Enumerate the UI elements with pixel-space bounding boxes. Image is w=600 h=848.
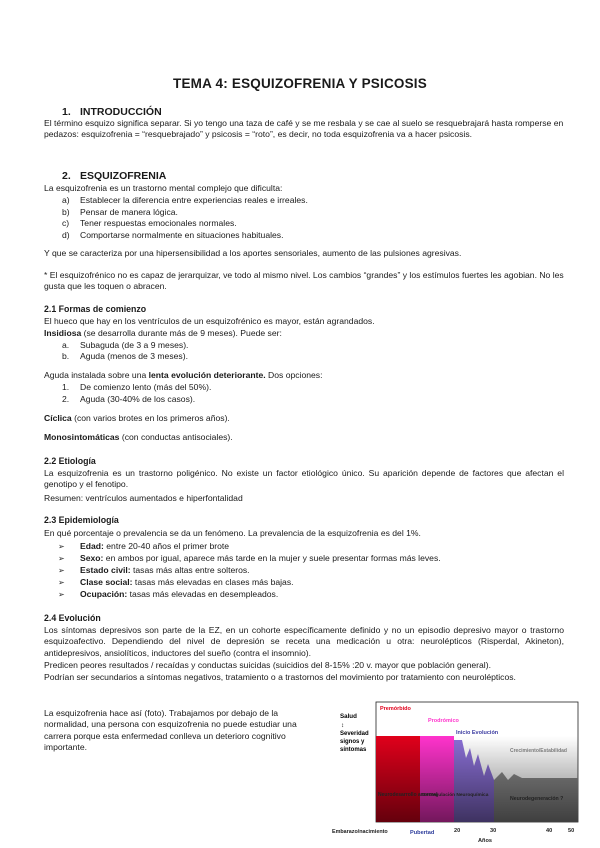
- arrow-bullet-icon: ➢: [58, 590, 65, 599]
- list-item: 2. Aguda (30-40% de los casos).: [62, 393, 196, 404]
- list-item: ➢ Ocupación: tasas más elevadas en desempleados.: [58, 589, 279, 599]
- insidiosa-line: Insidiosa (se desarrolla durante más de 9 meses). Puede ser:: [44, 328, 282, 338]
- evolution-chart: [332, 700, 586, 848]
- evolucion-paragraph-2: Predicen peores resultados / recaídas y conductas suicidas (suicidios del 8-15% :20 v. mayor que población general).: [44, 660, 491, 670]
- arrow-bullet-icon: ➢: [58, 566, 65, 575]
- chart-label-signos: signos y: [340, 739, 365, 745]
- jerarquizar-paragraph: * El esquizofrénico no es capaz de jerarquizar, ve todo al mismo nivel. Los cambios “grandes” y los estímulos fuertes les agobian. No les gusta que les toquen o abracen.: [44, 270, 564, 292]
- subsection-heading-etiologia: 2.2 Etiología: [44, 456, 96, 466]
- ventriculos-line: El hueco que hay en los ventrículos de un esquizofrénico es mayor, están agrandados.: [44, 316, 375, 326]
- phase-inner-label: Desregulación Neuroquímica: [422, 793, 489, 798]
- list-item: 1. De comienzo lento (más del 50%).: [62, 382, 212, 392]
- chart-label-severidad: Severidad: [340, 731, 369, 737]
- phase-label: Premórbido: [380, 706, 411, 712]
- chart-label-salud: Salud: [340, 713, 357, 720]
- x-tick-label: 50: [568, 828, 575, 834]
- list-item: b) Pensar de manera lógica.: [62, 206, 178, 217]
- epidemiologia-intro: En qué porcentaje o prevalencia se da un fenómeno. La prevalencia de la esquizofrenia es del 1%.: [44, 528, 421, 538]
- section-number: 1.: [62, 106, 71, 118]
- chart-label-sintomas: síntomas: [340, 747, 367, 753]
- x-tick-label: Pubertad: [410, 830, 435, 836]
- phase-label: Prodrómico: [428, 718, 459, 724]
- subsection-heading-epidemiologia: 2.3 Epidemiología: [44, 515, 119, 525]
- resumen-line: Resumen: ventrículos aumentados e hiperfontalidad: [44, 493, 243, 503]
- section-title: INTRODUCCIÓN: [80, 106, 162, 118]
- section-heading-introduccion: [62, 106, 162, 118]
- subsection-heading-formas: 2.1 Formas de comienzo: [44, 304, 147, 314]
- intro-paragraph: El término esquizo significa separar. Si yo tengo una taza de café y se me resbala y se cae al suelo se resquebrajará hasta romperse en pedazos: esquizofrenia = “resquebrajado” y psicosis = “roto”, es decir, no toda esquizofrenia va a hacer psicosis.: [44, 118, 564, 140]
- list-item: c) Tener respuestas emocionales normales.: [62, 218, 237, 228]
- x-axis-label: Años: [478, 838, 492, 844]
- list-item: ➢ Clase social: tasas más elevadas en clases más bajas.: [58, 577, 294, 587]
- aguda-line: Aguda instalada sobre una lenta evolución deteriorante. Dos opciones:: [44, 370, 323, 380]
- phase-inner-label: Neurodegeneración ?: [510, 796, 564, 802]
- x-tick-label: 30: [490, 828, 497, 834]
- x-tick-label: 20: [454, 828, 461, 834]
- list-item: ➢ Sexo: en ambos por igual, aparece más tarde en la mujer y suele presentar formas más leves.: [58, 553, 441, 563]
- arrow-bullet-icon: ➢: [58, 578, 65, 587]
- list-item: ➢ Estado civil: tasas más altas entre solteros.: [58, 565, 250, 575]
- evolucion-paragraph-3: Podrían ser secundarios a síntomas negativos, tratamiento o a trastornos del movimiento por tratamiento con neurolépticos.: [44, 672, 516, 682]
- arrow-bullet-icon: ➢: [58, 554, 65, 563]
- phase-label: Inicio Evolución: [456, 730, 499, 736]
- list-item: ➢ Edad: entre 20-40 años el primer brote: [58, 541, 230, 551]
- arrow-bullet-icon: ➢: [58, 542, 65, 551]
- svg-text:↕: ↕: [341, 723, 344, 729]
- x-tick-label: 40: [546, 828, 553, 834]
- chart-shading: [376, 736, 578, 822]
- phase-inner-label: Neurodesarrollo anormal: [378, 792, 438, 798]
- evolucion-paragraph-1: Los síntomas depresivos son parte de la EZ, en un cohorte específicamente definido y no un episodio depresivo mayor o trastorno esquizoafectivo. Dependiendo del nivel de depresión se receta una medicación u otra: neurolépticos (Risperdal, Akineton), antidepresivos, ansiolíticos, inductores del sueño (contra el insomnio).: [44, 625, 564, 658]
- monosintomaticas-line: Monosintomáticas (con conductas antisociales).: [44, 432, 233, 442]
- list-item: a) Establecer la diferencia entre experiencias reales e irreales.: [62, 195, 308, 205]
- etiologia-paragraph: La esquizofrenia es un trastorno poligénico. No existe un factor etiológico único. Su aparición depende de factores que afectan el genotipo y el fenotipo.: [44, 468, 564, 490]
- list-item: b. Aguda (menos de 3 meses).: [62, 351, 188, 361]
- caracteriza-paragraph: Y que se caracteriza por una hipersensibilidad a los aportes sensoriales, aumento de las pulsiones agresivas.: [44, 248, 462, 258]
- section-heading-esquizofrenia: [62, 170, 166, 182]
- x-tick-label: Embarazo/nacimiento: [332, 829, 388, 835]
- subsection-heading-evolucion: 2.4 Evolución: [44, 613, 101, 623]
- list-item: a. Subaguda (de 3 a 9 meses).: [62, 339, 189, 350]
- page-title: TEMA 4: ESQUIZOFRENIA Y PSICOSIS: [173, 76, 427, 91]
- ciclica-line: Cíclica (con varios brotes en los primeros años).: [44, 413, 230, 423]
- evolucion-paragraph-4: La esquizofrenia hace así (foto). Trabajamos por debajo de la normalidad, una persona con esquizofrenia no puede estudiar una carrera porque esta enfermedad conlleva un deterioro cognitivo importante.: [44, 708, 297, 753]
- section-title: ESQUIZOFRENIA: [80, 170, 167, 182]
- esquizofrenia-intro: La esquizofrenia es un trastorno mental complejo que dificulta:: [44, 183, 283, 193]
- list-item: d) Comportarse normalmente en situaciones habituales.: [62, 229, 284, 240]
- section-number: 2.: [62, 170, 71, 182]
